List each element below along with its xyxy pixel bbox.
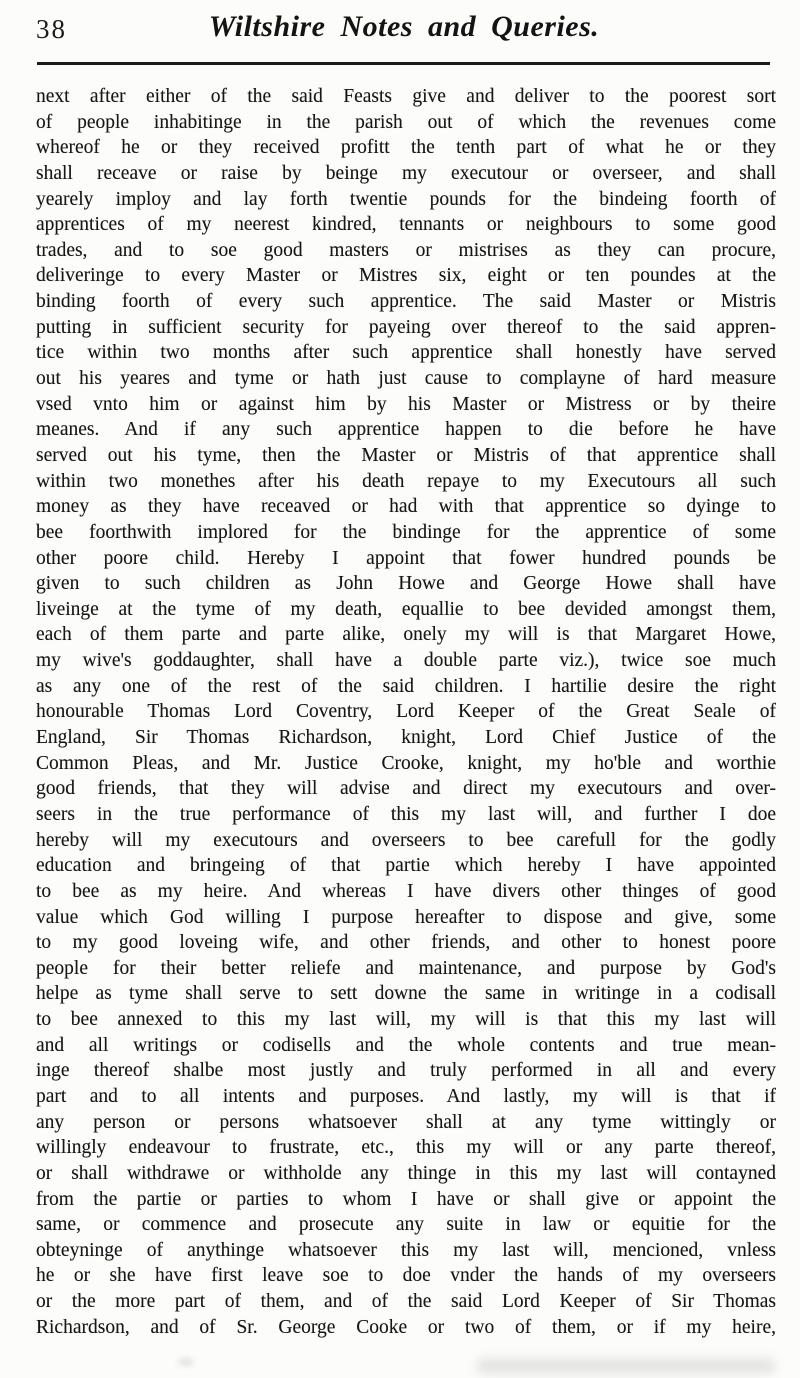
text-line: apprentices of my neerest kindred, tennants or neighbours to some good bbox=[36, 214, 776, 236]
text-line: trades, and to soe good masters or mistrises as they can procure, bbox=[36, 239, 776, 261]
text-line: bee foorthwith implored for the bindinge for the apprentice of some bbox=[36, 521, 776, 543]
scan-artifact-small bbox=[178, 1358, 194, 1366]
text-line: from the partie or parties to whom I have or shall give or appoint the bbox=[36, 1188, 776, 1210]
text-line: meanes. And if any such apprentice happen to die before he have bbox=[36, 419, 776, 441]
text-line: people for their better reliefe and maintenance, and purpose by God's bbox=[36, 957, 776, 979]
text-line: given to such children as John Howe and George Howe shall have bbox=[36, 573, 776, 595]
text-line: willingly endeavour to frustrate, etc., this my will or any parte thereof, bbox=[36, 1137, 776, 1159]
text-line: yearely imploy and lay forth twentie pounds for the bindeing foorth of bbox=[36, 188, 776, 210]
text-line: education and bringeing of that partie which hereby I have appointed bbox=[36, 855, 776, 877]
body-text bbox=[36, 84, 776, 1340]
text-line: tice within two months after such apprentice shall honestly have served bbox=[36, 342, 776, 364]
text-line: vsed vnto him or against him by his Master or Mistress or by theire bbox=[36, 393, 776, 415]
text-line: good friends, that they will advise and direct my executours and over- bbox=[36, 778, 776, 800]
text-line: to bee as my heire. And whereas I have divers other thinges of good bbox=[36, 880, 776, 902]
text-line: inge thereof shalbe most justly and truly performed in all and every bbox=[36, 1060, 776, 1082]
text-line: binding foorth of every such apprentice. The said Master or Mistris bbox=[36, 291, 776, 313]
text-line: to my good loveing wife, and other friends, and other to honest poore bbox=[36, 932, 776, 954]
text-line: deliveringe to every Master or Mistres six, eight or ten poundes at the bbox=[36, 265, 776, 287]
text-line: value which God willing I purpose hereafter to dispose and give, some bbox=[36, 906, 776, 928]
text-line: hereby will my executours and overseers to bee carefull for the godly bbox=[36, 829, 776, 851]
text-line: Richardson, and of Sr. George Cooke or two of them, or if my heire, bbox=[36, 1316, 776, 1338]
text-line: helpe as tyme shall serve to sett downe the same in writinge in a codisall bbox=[36, 983, 776, 1005]
text-line: of people inhabitinge in the parish out of which the revenues come bbox=[36, 111, 776, 133]
text-line: my wive's goddaughter, shall have a double parte viz.), twice soe much bbox=[36, 650, 776, 672]
text-line: England, Sir Thomas Richardson, knight, Lord Chief Justice of the bbox=[36, 727, 776, 749]
page-title: Wiltshire Notes and Queries. bbox=[208, 10, 600, 43]
text-line: served out his tyme, then the Master or Mistris of that apprentice shall bbox=[36, 444, 776, 466]
text-line: shall receave or raise by beinge my executour or overseer, and shall bbox=[36, 162, 776, 184]
text-line: liveinge at the tyme of my death, equallie to bee devided amongst them, bbox=[36, 598, 776, 620]
text-line: or the more part of them, and of the said Lord Keeper of Sir Thomas bbox=[36, 1291, 776, 1313]
text-line: part and to all intents and purposes. And lastly, my will is that if bbox=[36, 1085, 776, 1107]
text-line: to bee annexed to this my last will, my will is that this my last will bbox=[36, 1009, 776, 1031]
text-line: any person or persons whatsoever shall at any tyme wittingly or bbox=[36, 1111, 776, 1133]
header-rule bbox=[37, 62, 770, 65]
scan-artifact bbox=[476, 1358, 776, 1374]
text-line: or shall withdrawe or withholde any thinge in this my last will contayned bbox=[36, 1162, 776, 1184]
text-line: money as they have receaved or had with that apprentice so dyinge to bbox=[36, 496, 776, 518]
text-line: other poore child. Hereby I appoint that fower hundred pounds be bbox=[36, 547, 776, 569]
text-line: each of them parte and parte alike, onely my will is that Margaret Howe, bbox=[36, 624, 776, 646]
text-line: as any one of the rest of the said children. I hartilie desire the right bbox=[36, 675, 776, 697]
text-line: whereof he or they received profitt the tenth part of what he or they bbox=[36, 137, 776, 159]
text-line: he or she have first leave soe to doe vnder the hands of my overseers bbox=[36, 1265, 776, 1287]
page-number: 38 bbox=[36, 14, 67, 44]
text-line: seers in the true performance of this my last will, and further I doe bbox=[36, 803, 776, 825]
text-line: out his yeares and tyme or hath just cause to complayne of hard measure bbox=[36, 368, 776, 390]
text-line: Common Pleas, and Mr. Justice Crooke, knight, my ho'ble and worthie bbox=[36, 752, 776, 774]
text-line: and all writings or codisells and the whole contents and true mean- bbox=[36, 1034, 776, 1056]
page-header bbox=[36, 8, 772, 56]
text-line: next after either of the said Feasts give and deliver to the poorest sort bbox=[36, 86, 776, 107]
text-line: same, or commence and prosecute any suite in law or equitie for the bbox=[36, 1214, 776, 1236]
text-line: within two monethes after his death repaye to my Executours all such bbox=[36, 470, 776, 492]
text-line: honourable Thomas Lord Coventry, Lord Keeper of the Great Seale of bbox=[36, 701, 776, 723]
text-line: putting in sufficient security for payeing over thereof to the said appren- bbox=[36, 316, 776, 338]
text-line: obteyninge of anythinge whatsoever this my last will, mencioned, vnless bbox=[36, 1239, 776, 1261]
